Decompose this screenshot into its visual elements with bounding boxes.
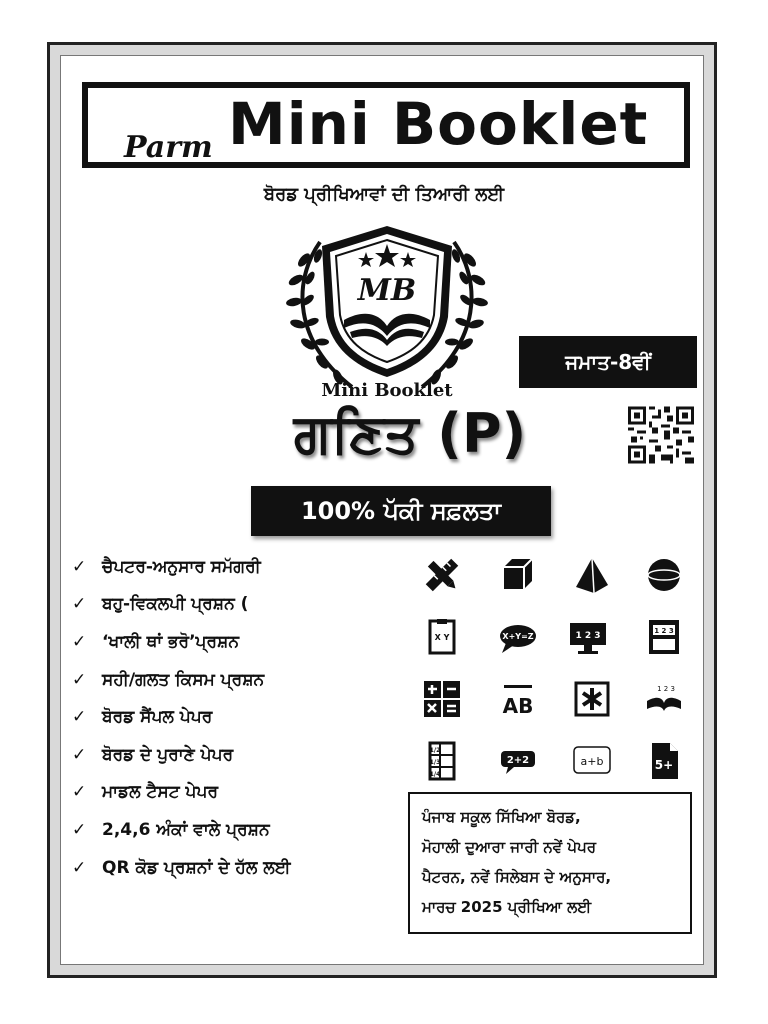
sphere-icon xyxy=(644,555,684,595)
two-plus-two-icon xyxy=(498,741,538,781)
title-main: Mini Booklet xyxy=(228,90,649,158)
list-item xyxy=(72,661,291,699)
feature-label: ਬਹੁ-ਵਿਕਲਪੀ ਪ੍ਰਸ਼ਨ ( xyxy=(102,594,249,615)
cube-icon xyxy=(498,555,538,595)
ab-label: AB xyxy=(502,694,534,718)
notice-line: ਪੰਜਾਬ ਸਕੂਲ ਸਿੱਖਿਆ ਬੋਰਡ, xyxy=(422,808,581,826)
feature-label: ਮਾਡਲ ਟੈਸਟ ਪੇਪਰ xyxy=(102,782,219,803)
feature-label: ਬੋਰਡ ਦੇ ਪੁਰਾਣੇ ਪੇਪਰ xyxy=(102,744,234,765)
fraction-quarter: 1/4 xyxy=(429,771,441,778)
feature-label: ਚੈਪਟਰ-ਅਨੁਸਾਰ ਸਮੱਗਰੀ xyxy=(102,556,261,577)
five-plus-label: 5+ xyxy=(654,758,674,772)
list-item xyxy=(72,811,291,849)
pyramid-icon xyxy=(572,555,612,595)
list-item xyxy=(72,698,291,736)
check-icon: ✓ xyxy=(72,782,87,803)
feature-label: ‘ਖਾਲੀ ਥਾਂ ਭਰੋ’ਪ੍ਰਸ਼ਨ xyxy=(102,631,240,652)
fraction-third: 1/3 xyxy=(429,759,441,766)
check-icon: ✓ xyxy=(72,744,87,765)
xyz-bubble-label: X+Y=Z xyxy=(502,632,534,641)
subject-title: ਗਣਿਤ (P) xyxy=(293,402,527,465)
list-item xyxy=(72,849,291,887)
book-123-icon xyxy=(644,679,684,719)
success-banner: 100% ਪੱਕੀ ਸਫ਼ਲਤਾ xyxy=(251,486,551,536)
title-banner xyxy=(82,82,690,168)
fraction-half: 1/2 xyxy=(429,747,441,754)
list-item xyxy=(72,774,291,812)
math-icon-grid xyxy=(410,555,700,785)
notice-line: ਮੋਹਾਲੀ ਦੁਆਰਾ ਜਾਰੀ ਨਵੇਂ ਪੇਪਰ xyxy=(422,838,597,856)
xyz-bubble-icon xyxy=(498,617,538,657)
feature-list xyxy=(72,548,291,886)
fraction-list-icon xyxy=(422,741,462,781)
monitor-123-icon xyxy=(568,617,608,657)
list-item xyxy=(72,548,291,586)
feature-label: ਬੋਰਡ ਸੈਂਪਲ ਪੇਪਰ xyxy=(102,707,213,728)
list-item xyxy=(72,586,291,624)
asterisk-icon xyxy=(572,679,612,719)
mini-booklet-logo xyxy=(282,222,492,402)
check-icon: ✓ xyxy=(72,707,87,728)
feature-label: QR ਕੋਡ ਪ੍ਰਸ਼ਨਾਂ ਦੇ ਹੱਲ ਲਈ xyxy=(102,857,291,878)
notice-line: ਪੈਟਰਨ, ਨਵੇਂ ਸਿਲੇਬਸ ਦੇ ਅਨੁਸਾਰ, xyxy=(422,868,612,886)
feature-label: 2,4,6 ਅੰਕਾਂ ਵਾਲੇ ਪ੍ਰਸ਼ਨ xyxy=(102,819,270,840)
monitor-label: 1 2 3 xyxy=(575,631,601,641)
calculator-123-icon xyxy=(644,617,684,657)
math-operators-icon xyxy=(422,679,462,719)
list-item xyxy=(72,623,291,661)
qr-code-icon xyxy=(628,406,694,464)
check-icon: ✓ xyxy=(72,669,87,690)
logo-monogram: MB xyxy=(357,273,417,308)
check-icon: ✓ xyxy=(72,631,87,652)
calculator-label: 1 2 3 xyxy=(654,627,674,635)
xy-graph-icon xyxy=(422,617,462,657)
logo-caption: Mini Booklet xyxy=(321,380,453,401)
check-icon: ✓ xyxy=(72,857,87,878)
ruler-pencil-icon xyxy=(422,555,462,595)
check-icon: ✓ xyxy=(72,594,87,615)
check-icon: ✓ xyxy=(72,819,87,840)
five-plus-icon xyxy=(644,741,684,781)
subtitle: ਬੋਰਡ ਪ੍ਰੀਖਿਆਵਾਂ ਦੀ ਤਿਆਰੀ ਲਈ xyxy=(263,184,505,205)
board-notice xyxy=(408,792,692,934)
check-icon: ✓ xyxy=(72,556,87,577)
book-label: 1 2 3 xyxy=(657,685,675,693)
title-prefix: Parm xyxy=(124,130,213,165)
feature-label: ਸਹੀ/ਗਲਤ ਕਿਸਮ ਪ੍ਰਸ਼ਨ xyxy=(102,669,265,690)
xy-graph-label: X Y xyxy=(434,633,450,642)
two-plus-two-label: 2+2 xyxy=(506,755,530,766)
class-badge: ਜਮਾਤ-8ਵੀਂ xyxy=(519,336,697,388)
notice-line: ਮਾਰਚ 2025 ਪ੍ਰੀਖਿਆ ਲਈ xyxy=(422,898,592,916)
a-plus-b-icon xyxy=(572,741,612,781)
a-plus-b-label: a+b xyxy=(580,755,604,768)
list-item xyxy=(72,736,291,774)
ab-icon xyxy=(498,679,538,719)
